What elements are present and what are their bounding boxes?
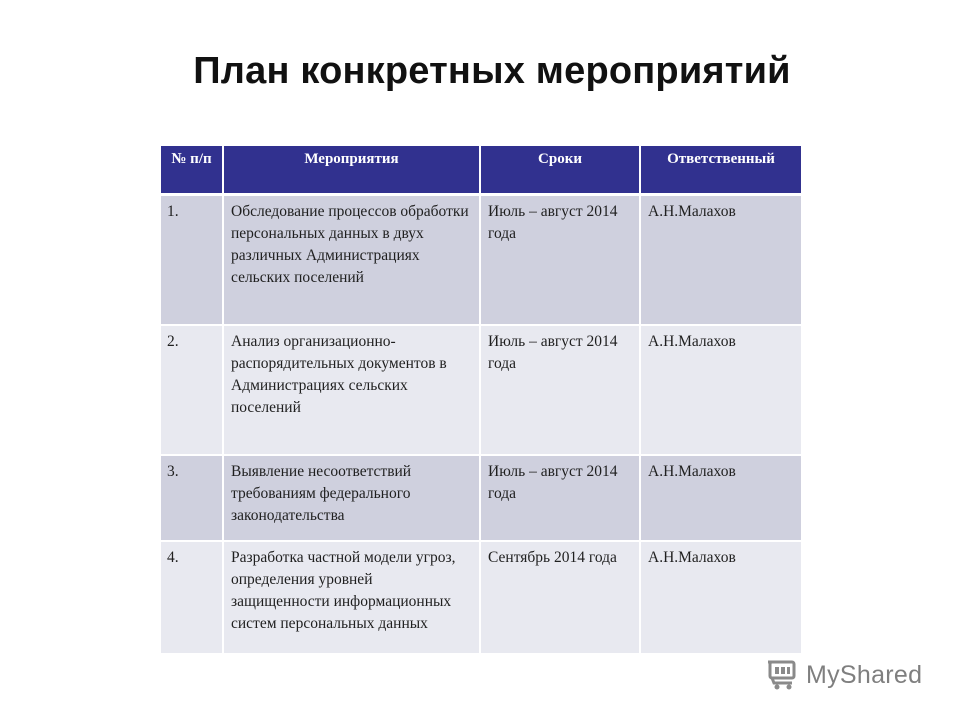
cart-icon — [766, 658, 800, 692]
table-row — [161, 325, 801, 455]
row-deadline: Июль – август 2014 года — [480, 455, 640, 541]
row-activity: Анализ организационно-распорядительных документов в Администрациях сельских поселений — [223, 325, 480, 455]
table-row — [161, 195, 801, 326]
row-number: 1. — [161, 195, 223, 326]
row-deadline: Сентябрь 2014 года — [480, 541, 640, 654]
row-responsible: А.Н.Малахов — [640, 455, 801, 541]
slide-title: План конкретных мероприятий — [193, 50, 791, 92]
row-responsible: А.Н.Малахов — [640, 325, 801, 455]
row-activity: Разработка частной модели угроз, определения уровней защищенности информационных систем персональных данных — [223, 541, 480, 654]
row-responsible: А.Н.Малахов — [640, 541, 801, 654]
table-row — [161, 455, 801, 541]
row-activity: Обследование процессов обработки персональных данных в двух различных Администрациях сельских поселений — [223, 195, 480, 326]
header-activities: Мероприятия — [223, 146, 480, 195]
activities-table — [161, 146, 801, 655]
table-header-row — [161, 146, 801, 195]
table-row — [161, 541, 801, 654]
header-responsible: Ответственный — [640, 146, 801, 195]
row-activity: Выявление несоответствий требованиям федерального законодательства — [223, 455, 480, 541]
myshared-logo[interactable] — [766, 657, 922, 693]
watermark-text: MyShared — [806, 660, 923, 689]
row-number: 2. — [161, 325, 223, 455]
row-responsible: А.Н.Малахов — [640, 195, 801, 326]
header-deadlines: Сроки — [480, 146, 640, 195]
row-deadline: Июль – август 2014 года — [480, 325, 640, 455]
row-deadline: Июль – август 2014 года — [480, 195, 640, 326]
row-number: 4. — [161, 541, 223, 654]
row-number: 3. — [161, 455, 223, 541]
header-number: № п/п — [161, 146, 223, 195]
